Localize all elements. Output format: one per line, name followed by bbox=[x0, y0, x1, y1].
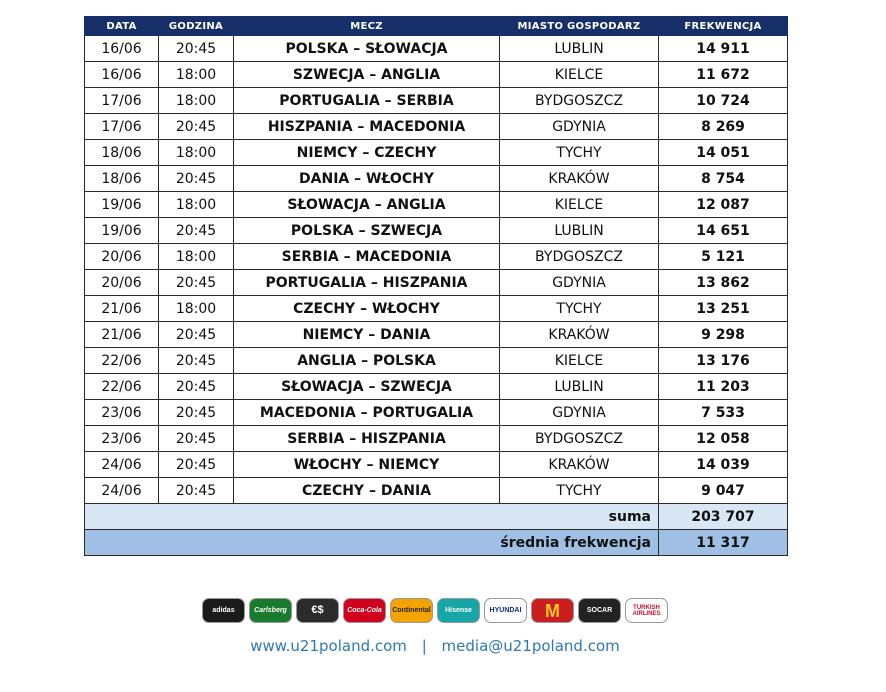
city-cell: KIELCE bbox=[500, 348, 659, 374]
date-cell: 16/06 bbox=[85, 62, 159, 88]
match-cell: ANGLIA – POLSKA bbox=[234, 348, 500, 374]
sum-label: suma bbox=[85, 504, 659, 530]
attendance-cell: 14 051 bbox=[659, 140, 788, 166]
time-cell: 18:00 bbox=[159, 192, 234, 218]
table-row bbox=[85, 88, 788, 114]
table-row bbox=[85, 322, 788, 348]
table-row bbox=[85, 140, 788, 166]
coca-cola-logo-icon: Coca-Cola bbox=[343, 598, 386, 623]
time-cell: 20:45 bbox=[159, 452, 234, 478]
attendance-table bbox=[84, 16, 788, 556]
match-cell: HISZPANIA – MACEDONIA bbox=[234, 114, 500, 140]
time-cell: 20:45 bbox=[159, 270, 234, 296]
time-cell: 20:45 bbox=[159, 478, 234, 504]
time-cell: 20:45 bbox=[159, 114, 234, 140]
match-cell: POLSKA – SZWECJA bbox=[234, 218, 500, 244]
table-header-row bbox=[85, 17, 788, 36]
attendance-cell: 10 724 bbox=[659, 88, 788, 114]
attendance-cell: 9 298 bbox=[659, 322, 788, 348]
city-cell: BYDGOSZCZ bbox=[500, 244, 659, 270]
contact-line bbox=[0, 637, 870, 655]
time-cell: 20:45 bbox=[159, 36, 234, 62]
average-row bbox=[85, 530, 788, 556]
date-cell: 16/06 bbox=[85, 36, 159, 62]
website-link[interactable]: www.u21poland.com bbox=[250, 637, 407, 655]
match-cell: WŁOCHY – NIEMCY bbox=[234, 452, 500, 478]
match-cell: CZECHY – DANIA bbox=[234, 478, 500, 504]
date-cell: 20/06 bbox=[85, 244, 159, 270]
attendance-cell: 5 121 bbox=[659, 244, 788, 270]
match-cell: SERBIA – HISZPANIA bbox=[234, 426, 500, 452]
currency-exchange-logo-icon: €$ bbox=[296, 598, 339, 623]
attendance-cell: 8 754 bbox=[659, 166, 788, 192]
time-cell: 20:45 bbox=[159, 348, 234, 374]
date-cell: 17/06 bbox=[85, 88, 159, 114]
city-cell: KRAKÓW bbox=[500, 322, 659, 348]
city-cell: KRAKÓW bbox=[500, 452, 659, 478]
match-cell: NIEMCY – DANIA bbox=[234, 322, 500, 348]
match-cell: PORTUGALIA – HISZPANIA bbox=[234, 270, 500, 296]
adidas-logo-icon: adidas bbox=[202, 598, 245, 623]
time-cell: 20:45 bbox=[159, 374, 234, 400]
city-cell: LUBLIN bbox=[500, 36, 659, 62]
date-cell: 24/06 bbox=[85, 478, 159, 504]
city-cell: BYDGOSZCZ bbox=[500, 426, 659, 452]
city-cell: LUBLIN bbox=[500, 374, 659, 400]
city-cell: GDYNIA bbox=[500, 270, 659, 296]
mcdonalds-logo-icon: M bbox=[531, 598, 574, 623]
time-cell: 20:45 bbox=[159, 426, 234, 452]
email-link[interactable]: media@u21poland.com bbox=[441, 637, 620, 655]
table-row bbox=[85, 36, 788, 62]
match-cell: CZECHY – WŁOCHY bbox=[234, 296, 500, 322]
hyundai-logo-icon: HYUNDAI bbox=[484, 598, 527, 623]
table-row bbox=[85, 62, 788, 88]
time-cell: 18:00 bbox=[159, 140, 234, 166]
match-cell: MACEDONIA – PORTUGALIA bbox=[234, 400, 500, 426]
match-cell: PORTUGALIA – SERBIA bbox=[234, 88, 500, 114]
date-cell: 22/06 bbox=[85, 374, 159, 400]
date-cell: 21/06 bbox=[85, 322, 159, 348]
date-cell: 18/06 bbox=[85, 166, 159, 192]
table-body bbox=[85, 36, 788, 504]
time-cell: 18:00 bbox=[159, 88, 234, 114]
date-cell: 18/06 bbox=[85, 140, 159, 166]
city-cell: GDYNIA bbox=[500, 400, 659, 426]
attendance-cell: 13 176 bbox=[659, 348, 788, 374]
average-value: 11 317 bbox=[659, 530, 788, 556]
date-cell: 20/06 bbox=[85, 270, 159, 296]
date-cell: 17/06 bbox=[85, 114, 159, 140]
attendance-cell: 13 862 bbox=[659, 270, 788, 296]
attendance-cell: 11 672 bbox=[659, 62, 788, 88]
header-time: GODZINA bbox=[159, 17, 234, 36]
date-cell: 19/06 bbox=[85, 192, 159, 218]
attendance-cell: 14 039 bbox=[659, 452, 788, 478]
attendance-cell: 14 911 bbox=[659, 36, 788, 62]
match-cell: SŁOWACJA – SZWECJA bbox=[234, 374, 500, 400]
attendance-cell: 12 087 bbox=[659, 192, 788, 218]
city-cell: KRAKÓW bbox=[500, 166, 659, 192]
time-cell: 20:45 bbox=[159, 218, 234, 244]
table-row bbox=[85, 426, 788, 452]
city-cell: TYCHY bbox=[500, 296, 659, 322]
date-cell: 22/06 bbox=[85, 348, 159, 374]
table-row bbox=[85, 400, 788, 426]
date-cell: 23/06 bbox=[85, 400, 159, 426]
table-row bbox=[85, 452, 788, 478]
table-row bbox=[85, 218, 788, 244]
turkish-airlines-logo-icon: TURKISH AIRLINES bbox=[625, 598, 668, 623]
table-row bbox=[85, 478, 788, 504]
table-row bbox=[85, 374, 788, 400]
carlsberg-logo-icon: Carlsberg bbox=[249, 598, 292, 623]
sponsor-logos bbox=[202, 598, 668, 623]
time-cell: 20:45 bbox=[159, 400, 234, 426]
time-cell: 18:00 bbox=[159, 296, 234, 322]
table-row bbox=[85, 348, 788, 374]
time-cell: 18:00 bbox=[159, 62, 234, 88]
match-cell: DANIA – WŁOCHY bbox=[234, 166, 500, 192]
city-cell: GDYNIA bbox=[500, 114, 659, 140]
header-date: DATA bbox=[85, 17, 159, 36]
match-cell: SŁOWACJA – ANGLIA bbox=[234, 192, 500, 218]
time-cell: 18:00 bbox=[159, 244, 234, 270]
city-cell: BYDGOSZCZ bbox=[500, 88, 659, 114]
attendance-cell: 7 533 bbox=[659, 400, 788, 426]
attendance-cell: 12 058 bbox=[659, 426, 788, 452]
city-cell: LUBLIN bbox=[500, 218, 659, 244]
date-cell: 24/06 bbox=[85, 452, 159, 478]
continental-logo-icon: Continental bbox=[390, 598, 433, 623]
city-cell: KIELCE bbox=[500, 192, 659, 218]
attendance-cell: 11 203 bbox=[659, 374, 788, 400]
sum-row bbox=[85, 504, 788, 530]
time-cell: 20:45 bbox=[159, 322, 234, 348]
date-cell: 21/06 bbox=[85, 296, 159, 322]
date-cell: 23/06 bbox=[85, 426, 159, 452]
table-row bbox=[85, 244, 788, 270]
header-match: MECZ bbox=[234, 17, 500, 36]
match-cell: SZWECJA – ANGLIA bbox=[234, 62, 500, 88]
time-cell: 20:45 bbox=[159, 166, 234, 192]
contact-separator: | bbox=[421, 637, 427, 655]
header-city: MIASTO GOSPODARZ bbox=[500, 17, 659, 36]
hisense-logo-icon: Hisense bbox=[437, 598, 480, 623]
city-cell: TYCHY bbox=[500, 140, 659, 166]
socar-logo-icon: SOCAR bbox=[578, 598, 621, 623]
attendance-cell: 8 269 bbox=[659, 114, 788, 140]
city-cell: KIELCE bbox=[500, 62, 659, 88]
table-row bbox=[85, 192, 788, 218]
average-label: średnia frekwencja bbox=[85, 530, 659, 556]
match-cell: POLSKA – SŁOWACJA bbox=[234, 36, 500, 62]
date-cell: 19/06 bbox=[85, 218, 159, 244]
table-row bbox=[85, 296, 788, 322]
table-row bbox=[85, 114, 788, 140]
table-row bbox=[85, 270, 788, 296]
city-cell: TYCHY bbox=[500, 478, 659, 504]
attendance-cell: 13 251 bbox=[659, 296, 788, 322]
attendance-cell: 14 651 bbox=[659, 218, 788, 244]
match-cell: SERBIA – MACEDONIA bbox=[234, 244, 500, 270]
match-cell: NIEMCY – CZECHY bbox=[234, 140, 500, 166]
attendance-cell: 9 047 bbox=[659, 478, 788, 504]
header-attendance: FREKWENCJA bbox=[659, 17, 788, 36]
table-row bbox=[85, 166, 788, 192]
sum-value: 203 707 bbox=[659, 504, 788, 530]
